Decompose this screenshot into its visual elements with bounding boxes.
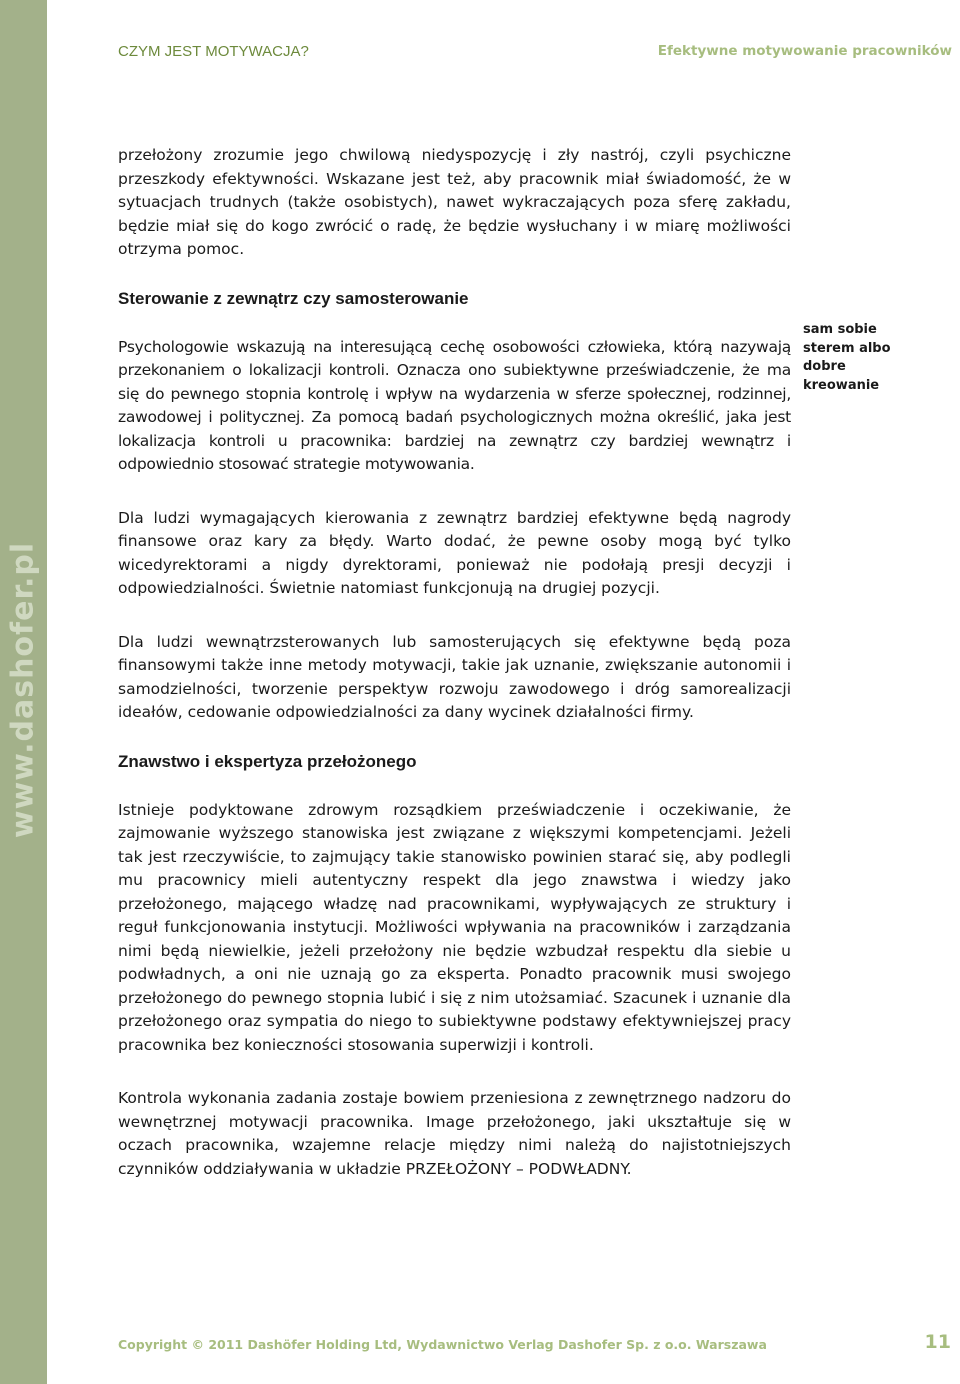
main-content bbox=[118, 144, 791, 1181]
heading-locus-of-control: Sterowanie z zewnątrz czy samosterowanie bbox=[118, 288, 469, 308]
intro-paragraph: przełożony zrozumie jego chwilową niedyspozycję i zły nastrój, czyli psychiczne przeszkody efektywności. Wskazane jest też, aby pracownik miał świadomość, że w sytuacjach trudnych (także osobistych), nawet wykraczających poza sferę zakładu, będzie miał się do kogo zwrócić o radę, że będzie wysłuchany i w miarę możliwości otrzyma pomoc. bbox=[118, 146, 791, 258]
paragraph-expertise: Istnieje podyktowane zdrowym rozsądkiem przeświadczenie i oczekiwanie, że zajmowanie wyższego stanowiska jest związane z większymi kompetencjami. Jeżeli tak jest rzeczywiście, to zajmujący takie stanowisko powinien starać się, aby podlegli mu pracownicy mieli autentyczny respekt dla jego znawstwa i wiedzy jako przełożonego, mającego władzę nad pracownikami, wypływających ze struktury i reguł funkcjonowania instytucji. Możliwości wpływania na pracowników i zarządzania nimi będą niewielkie, jeżeli przełożony nie będzie wzbudzał respektu dla siebie u podwładnych, a oni nie uznają go za eksperta. Ponadto pracownik musi swojego przełożonego do pewnego stopnia lubić i się z nim utożsamiać. Szacunek i uznanie dla przełożonego oraz sympatia do niego to subiektywne podstawy efektywniejszej pracy pracownika bez konieczności stosowania superwizji i kontroli. bbox=[118, 800, 791, 1054]
side-band bbox=[0, 0, 47, 1384]
page-number: 11 bbox=[924, 1331, 951, 1353]
footer-copyright: Copyright © 2011 Dashöfer Holding Ltd, Wydawnictwo Verlag Dashofer Sp. z o.o. Warszawa bbox=[118, 1337, 767, 1352]
paragraph-locus-of-control: Psychologowie wskazują na interesującą cechę osobowości człowieka, którą nazywają przekonaniem o lokalizacji kontroli. Oznacza ono subiektywne przeświadczenie, że ma się do pewnego stopnia kontrolę i wpływ na wydarzenia w sferze społecznej, rodzinnej, zawodowej i politycznej. Za pomocą badań psychologicznych można określić, jaka jest lokalizacja kontroli u pracownika: bardziej na zewnątrz czy bardziej wewnątrz i odpowiednio stosować strategie motywowania. bbox=[118, 337, 791, 473]
paragraph-internal-control: Dla ludzi wewnątrzsterowanych lub samosterujących się efektywne będą poza finansowymi także inne metody motywacji, takie jak uznanie, zwiększanie autonomii i samodzielności, tworzenie perspektyw rozwoju zawodowego i dróg samorealizacji ideałów, cedowanie odpowiedzialności za dany wycinek działalności firmy. bbox=[118, 632, 791, 721]
heading-expertise: Znawstwo i ekspertyza przełożonego bbox=[118, 751, 417, 771]
running-head-section: CZYM JEST MOTYWACJA? bbox=[118, 43, 309, 60]
watermark: www.dashofer.pl bbox=[5, 541, 41, 839]
paragraph-external-control: Dla ludzi wymagających kierowania z zewnątrz bardziej efektywne będą nagrody finansowe oraz kary za błędy. Warto dodać, że pewne osoby mogą być tylko wicedyrektorami a nigdy dyrektorami, ponieważ nie podołają presji decyzji i odpowiedzialności. Świetnie natomiast funkcjonują na drugiej pozycji. bbox=[118, 508, 791, 597]
paragraph-control-transfer: Kontrola wykonania zadania zostaje bowiem przeniesiona z zewnętrznego nadzoru do wewnętrznej motywacji pracownika. Image przełożonego, jaki ukształtuje się w oczach pracownika, wzajemne relacje między nimi należą do najistotniejszych czynników oddziaływania w układzie PRZEŁOŻONY – PODWŁADNY. bbox=[118, 1089, 791, 1178]
margin-note: sam sobie sterem albo dobre kreowanie bbox=[803, 322, 891, 393]
running-head-publication: Efektywne motywowanie pracowników bbox=[657, 43, 952, 59]
